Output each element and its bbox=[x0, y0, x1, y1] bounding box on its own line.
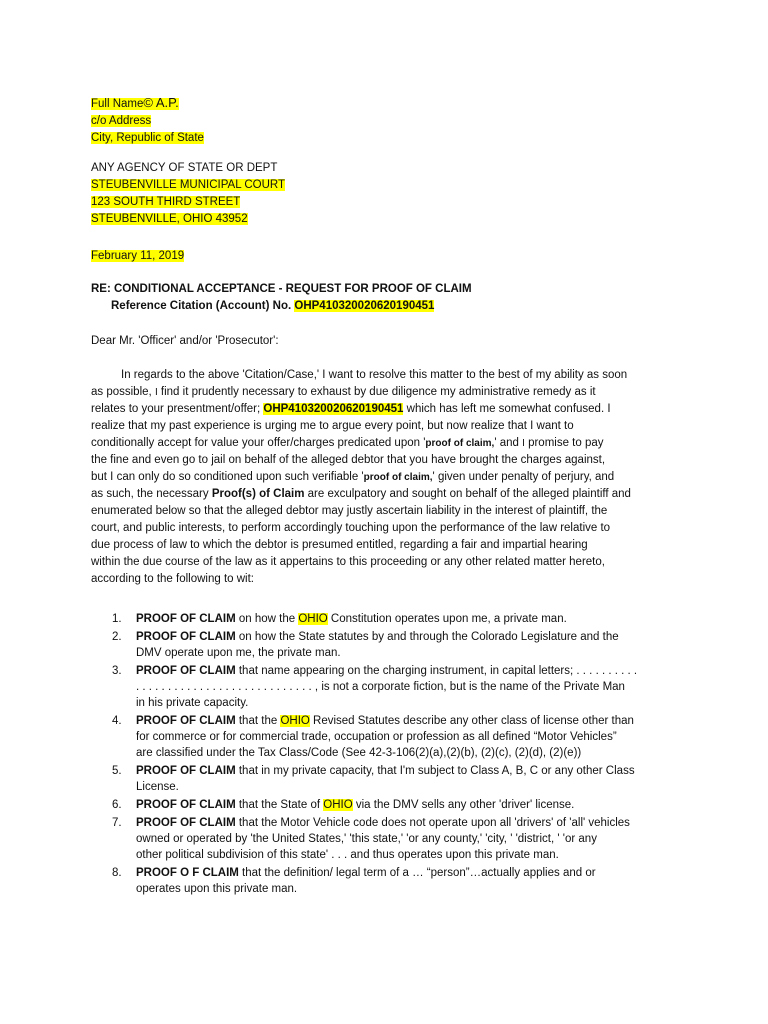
list-number: 2. bbox=[112, 631, 122, 643]
list-item: 1. PROOF OF CLAIM on how the OHIO Constitution operates upon me, a private man. bbox=[112, 613, 567, 625]
letter-date-block bbox=[91, 248, 184, 265]
reference-label: Reference Citation (Account) No. bbox=[111, 300, 292, 312]
body-line: as possible, I find it prudently necessary to exhaust by due diligence my administrative remedy as it bbox=[91, 386, 596, 398]
subject-block bbox=[91, 281, 472, 315]
body-line: but I can only do so conditioned upon such verifiable 'proof of claim,' given under penalty of perjury, and bbox=[91, 471, 615, 483]
list-item: 2. PROOF OF CLAIM on how the State statutes by and through the Colorado Legislature and the DMV operate upon me, the private man. bbox=[112, 631, 619, 659]
body-line: enumerated below so that the alleged debtor may justly ascertain liability in the interest of plaintiff, the bbox=[91, 505, 608, 517]
list-item: 6. PROOF OF CLAIM that the State of OHIO via the DMV sells any other 'driver' license. bbox=[112, 799, 575, 811]
addressee-court: STEUBENVILLE MUNICIPAL COURT bbox=[91, 179, 286, 191]
addressee-agency: ANY AGENCY OF STATE OR DEPT bbox=[91, 162, 278, 174]
list-item: 7. PROOF OF CLAIM that the Motor Vehicle code does not operate upon all 'drivers' of 'all' vehicles owned or operated by 'the United States,' 'this state,' 'or any county,' 'city, ' 'district, ' 'or any other political subdivision of this state' . . . and thus operates upon this private man. bbox=[112, 817, 630, 861]
addressee-street: 123 SOUTH THIRD STREET bbox=[91, 196, 241, 208]
letter-date: February 11, 2019 bbox=[91, 250, 185, 262]
state-highlight: OHIO bbox=[323, 799, 353, 811]
body-line: due process of law to which the debtor is presumed entitled, regarding a fair and impartial hearing bbox=[91, 539, 588, 551]
list-number: 6. bbox=[112, 799, 122, 811]
reference-line bbox=[91, 298, 472, 315]
body-line: as such, the necessary Proof(s) of Claim are exculpatory and sought on behalf of the alleged plaintiff and bbox=[91, 488, 631, 500]
subject-line: RE: CONDITIONAL ACCEPTANCE - REQUEST FOR PROOF OF CLAIM bbox=[91, 283, 472, 295]
list-item: 8. PROOF O F CLAIM that the definition/ legal term of a … “person”…actually applies and or operates upon this private man. bbox=[112, 867, 596, 895]
sender-city-state: City, Republic of State bbox=[91, 132, 204, 144]
reference-number: OHP410320020620190451 bbox=[294, 300, 435, 312]
state-highlight: OHIO bbox=[298, 613, 328, 625]
body-line: court, and public interests, to perform accordingly touching upon the performance of the law relative to bbox=[91, 522, 611, 534]
salutation: Dear Mr. 'Officer' and/or 'Prosecutor': bbox=[91, 335, 279, 347]
addressee-block bbox=[91, 160, 285, 228]
addressee-city-zip: STEUBENVILLE, OHIO 43952 bbox=[91, 213, 248, 225]
salutation-block bbox=[91, 333, 279, 350]
state-highlight: OHIO bbox=[280, 715, 310, 727]
proof-of-claim-list bbox=[112, 611, 672, 899]
sender-co-address: c/o Address bbox=[91, 115, 152, 127]
list-number: 3. bbox=[112, 665, 122, 677]
body-line: within the due course of the law as it appertains to this proceeding or any other related matter hereto, bbox=[91, 556, 605, 568]
body-line: relates to your presentment/offer; OHP410320020620190451 which has left me somewhat confused. I bbox=[91, 403, 611, 415]
list-number: 7. bbox=[112, 817, 122, 829]
list-item: 3. PROOF OF CLAIM that name appearing on the charging instrument, in capital letters; . . . . . . . . . . . . . . . . . . . . . . . . . . . . . . . . . . . . . . , is not a corporate fiction, but is the name of the Private Man in his private capacity. bbox=[112, 665, 638, 709]
sender-name: Full Name© A.P. bbox=[91, 95, 179, 110]
list-number: 5. bbox=[112, 765, 122, 777]
body-paragraph bbox=[91, 367, 681, 588]
list-item: 5. PROOF OF CLAIM that in my private capacity, that I'm subject to Class A, B, C or any other Class License. bbox=[112, 765, 635, 793]
list-number: 4. bbox=[112, 715, 122, 727]
list-item: 4. PROOF OF CLAIM that the OHIO Revised Statutes describe any other class of license other than for commerce or for commercial trade, occupation or profession as all defined “Motor Vehicles” are classified under the Tax Class/Code (See 42-3-106(2)(a),(2)(b), (2)(c), (2)(d), (2)(e)) bbox=[112, 715, 634, 759]
body-line: according to the following to wit: bbox=[91, 573, 255, 585]
list-number: 1. bbox=[112, 613, 122, 625]
sender-name-mark: © A.P. bbox=[143, 95, 179, 110]
list-number: 8. bbox=[112, 867, 122, 879]
body-line: realize that my past experience is urging me to argue every point, but now realize that I want to bbox=[91, 420, 574, 432]
body-reference-number: OHP410320020620190451 bbox=[263, 403, 404, 415]
body-line: conditionally accept for value your offer/charges predicated upon 'proof of claim,' and I promise to pay bbox=[91, 437, 604, 449]
body-line: the fine and even go to jail on behalf of the alleged debtor that you have brought the charges against, bbox=[91, 454, 606, 466]
sender-block bbox=[91, 94, 204, 147]
body-line: In regards to the above 'Citation/Case,' I want to resolve this matter to the best of my ability as soon bbox=[121, 369, 628, 381]
